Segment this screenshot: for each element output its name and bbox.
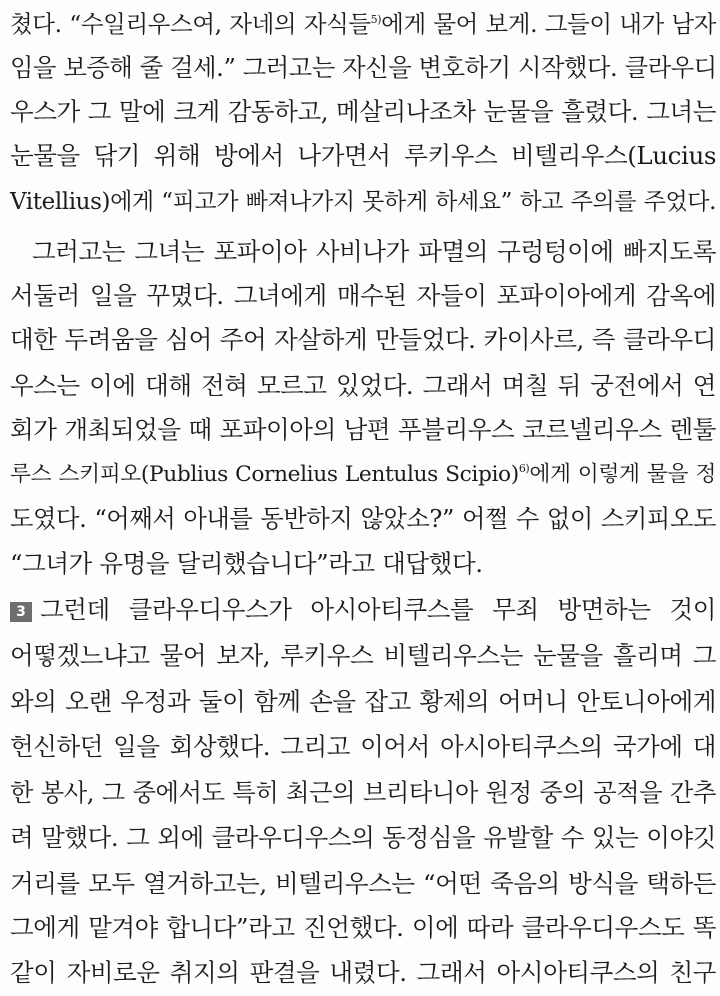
text-line: 그에게 맡겨야 합니다”라고 진언했다. 이에 따라 클라우디우스도 똑: [10, 913, 716, 942]
text-line: 거리를 모두 열거하고는, 비텔리우스는 “어떤 죽음의 방식을 택하든: [10, 869, 716, 898]
text-line: 려 말했다. 그 외에 클라우디우스의 동정심을 유발할 수 있는 이야깃: [10, 823, 716, 852]
text-line: 우스가 그 말에 크게 감동하고, 메살리나조차 눈물을 흘렸다. 그녀는: [10, 97, 716, 126]
footnote-ref-5[interactable]: 5): [370, 13, 382, 26]
text-line: 그러고는 그녀는 포파이아 사비나가 파멸의 구렁텅이에 빠지도록: [32, 237, 716, 266]
text-line: 임을 보증해 줄 걸세.” 그러고는 자신을 변호하기 시작했다. 클라우디: [10, 53, 717, 82]
text-line: [10, 453, 716, 497]
text-line: 같이 자비로운 취지의 판결을 내렸다. 그래서 아시아티쿠스의 친구: [10, 958, 716, 987]
text-line: [10, 588, 716, 632]
text-line: 한 봉사, 그 중에서도 특히 최근의 브리타니아 원정 중의 공적을 간추: [10, 778, 716, 807]
text-line: 헌신하던 일을 회상했다. 그리고 이어서 아시아티쿠스의 국가에 대: [10, 732, 716, 761]
paragraph-number-badge: 3: [10, 602, 32, 622]
text-line: 와의 오랜 우정과 둘이 함께 손을 잡고 황제의 어머니 안토니아에게: [10, 687, 716, 716]
text-segment: 쳤다. “수일리우스여, 자네의 자식들: [10, 10, 371, 38]
text-segment: 루스 스키피오(Publius Cornelius Lentulus Scipio): [10, 462, 519, 487]
text-segment: 에게 물어 보게. 그들이 내가 남자: [381, 10, 716, 38]
text-line: 회가 개최되었을 때 포파이아의 남편 푸블리우스 코르넬리우스 렌툴: [10, 415, 716, 444]
footnote-ref-6[interactable]: 6): [518, 462, 530, 475]
text-line: Vitellius)에게 “피고가 빠져나가지 못하게 하세요” 하고 주의를 주었다.: [10, 189, 716, 215]
text-line: 눈물을 닦기 위해 방에서 나가면서 루키우스 비텔리우스(Lucius: [10, 141, 716, 170]
text-line: 도였다. “어째서 아내를 동반하지 않았소?” 어쩔 수 없이 스키피오도: [10, 504, 716, 533]
text-line: 우스는 이에 대해 전혀 모르고 있었다. 그래서 며칠 뒤 궁전에서 연: [10, 371, 716, 400]
text-line: 서둘러 일을 꾸몄다. 그녀에게 매수된 자들이 포파이아에게 감옥에: [10, 281, 716, 310]
text-line: 어떻겠느냐고 물어 보자, 루키우스 비텔리우스는 눈물을 흘리며 그: [10, 641, 716, 670]
text-segment: 에게 이렇게 물을 정: [529, 462, 716, 487]
text-line: “그녀가 유명을 달리했습니다”라고 대답했다.: [10, 549, 483, 578]
text-line: [10, 2, 716, 46]
text-line: 대한 두려움을 심어 주어 자살하게 만들었다. 카이사르, 즉 클라우디: [10, 325, 716, 354]
text-segment: 그런데 클라우디우스가 아시아티쿠스를 무죄 방면하는 것이: [40, 595, 716, 624]
